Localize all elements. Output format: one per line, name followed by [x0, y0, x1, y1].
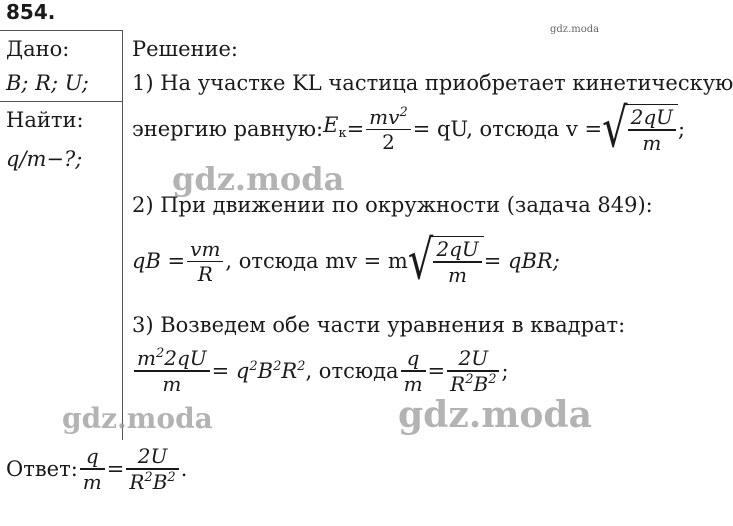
step3-fraction-result: $\frac{2U}{R^2B^2}$ — [447, 346, 499, 396]
step3-line1: 3) Возведем обе части уравнения в квадрат: — [132, 313, 626, 337]
answer-end: . — [180, 456, 188, 481]
find-value: q/m−?; — [6, 147, 83, 171]
step2-sqrt: √ $\frac{2qU}{m}$ — [408, 236, 484, 287]
step2-line2 — [132, 230, 560, 293]
watermark-large-1: gdz.moda — [172, 160, 345, 198]
problem-number: 854. — [6, 0, 56, 24]
answer-label: Ответ: — [6, 456, 78, 481]
step2-end: = qBR; — [483, 249, 560, 274]
step1-end: ; — [678, 117, 686, 142]
step1-ek: $E_к$ — [323, 112, 347, 141]
step1-after: = qU, отсюда v = — [412, 117, 603, 142]
step1-prefix: энергию равную: — [132, 117, 324, 142]
solution-title: Решение: — [132, 37, 239, 61]
answer-line — [6, 444, 187, 494]
given-divider-top — [0, 30, 122, 31]
step3-middle: = $q^2B^2R^2$ — [211, 358, 306, 383]
step3-fraction-lhs: $\frac{m^22qU}{m}$ — [134, 346, 210, 396]
step1-equals: = — [346, 117, 365, 142]
step1-sqrt: √ $\frac{2qU}{m}$ — [602, 104, 678, 155]
watermark-large-2: gdz.moda — [62, 402, 213, 435]
given-variables: B; R; U; — [6, 71, 89, 95]
answer-equals: = — [106, 456, 125, 481]
step2-line1: 2) При движении по окружности (задача 849): — [132, 193, 653, 217]
answer-fraction-result: $\frac{2U}{R^2B^2}$ — [126, 444, 178, 494]
watermark-small: gdz.moda — [550, 24, 600, 35]
given-divider-vertical — [122, 30, 123, 440]
given-title: Дано: — [6, 37, 70, 61]
step3-end: ; — [501, 358, 509, 383]
watermark-large-3: gdz.moda — [398, 394, 592, 436]
step2-lhs: qB = — [132, 249, 186, 274]
step3-fraction-q-m: $\frac{q}{m}$ — [401, 346, 426, 396]
step3-text: , отсюда — [305, 358, 399, 383]
step2-fraction: $\frac{vm}{R}$ — [187, 237, 223, 287]
answer-fraction-q-m: $\frac{q}{m}$ — [80, 444, 105, 494]
step1-fraction: $\frac{mv^2}{2}$ — [366, 105, 411, 155]
step3-line2 — [132, 346, 509, 396]
step1-line1: 1) На участке KL частица приобретает кинетическую — [132, 71, 733, 95]
given-divider-middle — [0, 101, 122, 102]
step1-line2 — [132, 98, 686, 161]
step3-equals: = — [427, 358, 446, 383]
find-title: Найти: — [6, 108, 84, 132]
step2-mid: , отсюда mv = m — [225, 249, 408, 274]
